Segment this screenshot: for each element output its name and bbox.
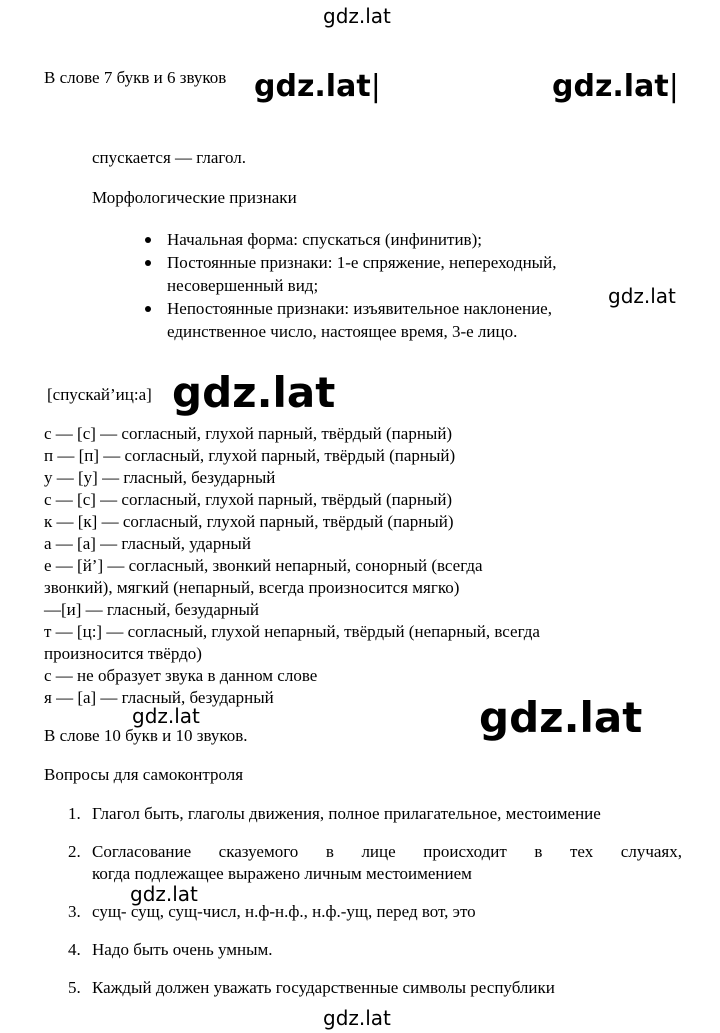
phonetic-line-1: с — [с] — согласный, глухой парный, твёрдый (парный) <box>44 424 453 443</box>
watermark-bottom: gdz.lat <box>323 1006 391 1030</box>
question-number-5: 5. <box>68 978 81 997</box>
letters-sounds-count-2: В слове 10 букв и 10 звуков. <box>44 726 248 745</box>
morph-item-3-line-1: Непостоянные признаки: изъявительное наклонение, <box>167 299 552 318</box>
phonetic-line-13: я — [а] — гласный, безударный <box>44 688 274 707</box>
phonetic-line-7: е — [й’] — согласный, звонкий непарный, сонорный (всегда <box>44 556 483 575</box>
watermark-small-mid: gdz.lat <box>132 704 200 728</box>
morph-heading: Морфологические признаки <box>92 188 297 207</box>
phonetic-line-3: у — [у] — гласный, безударный <box>44 468 276 487</box>
phonetic-line-2: п — [п] — согласный, глухой парный, твёрдый (парный) <box>44 446 456 465</box>
morph-item-2-line-1: Постоянные признаки: 1-е спряжение, непереходный, <box>167 253 557 272</box>
question-number-4: 4. <box>68 940 81 959</box>
bullet-2 <box>145 260 151 266</box>
question-3: сущ- сущ, сущ-числ, н.ф-н.ф., н.ф.-ущ, перед вот, это <box>92 902 476 921</box>
transcription: [спускай’иц:а] <box>47 385 152 404</box>
bullet-3 <box>145 306 151 312</box>
watermark-header-1 <box>254 69 381 104</box>
morph-item-3-line-2: единственное число, настоящее время, 3-е лицо. <box>167 322 518 341</box>
watermark-header-1-cursor: | <box>370 69 381 104</box>
phonetic-line-12: с — не образует звука в данном слове <box>44 666 318 685</box>
phonetic-line-8: звонкий), мягкий (непарный, всегда произносится мягко) <box>44 578 460 597</box>
phonetic-line-10: т — [ц:] — согласный, глухой непарный, твёрдый (непарный, всегда <box>44 622 540 641</box>
watermark-side: gdz.lat <box>608 284 676 308</box>
question-number-2: 2. <box>68 842 81 861</box>
question-5: Каждый должен уважать государственные символы республики <box>92 978 555 997</box>
phonetic-line-6: а — [а] — гласный, ударный <box>44 534 251 553</box>
phonetic-line-4: с — [с] — согласный, глухой парный, твёрдый (парный) <box>44 490 453 509</box>
phonetic-line-9: —[и] — гласный, безударный <box>44 600 259 619</box>
question-number-3: 3. <box>68 902 81 921</box>
question-4: Надо быть очень умным. <box>92 940 273 959</box>
phonetic-line-11: произносится твёрдо) <box>44 644 202 663</box>
watermark-transcription: gdz.lat <box>172 368 336 417</box>
watermark-header-1-text: gdz.lat <box>254 69 371 104</box>
watermark-top: gdz.lat <box>323 4 391 28</box>
watermark-small-low: gdz.lat <box>130 882 198 906</box>
morph-item-1: Начальная форма: спускаться (инфинитив); <box>167 230 482 249</box>
self-check-heading: Вопросы для самоконтроля <box>44 765 244 784</box>
part-of-speech: спускается — глагол. <box>92 148 246 167</box>
letters-sounds-count-1: В слове 7 букв и 6 звуков <box>44 68 227 87</box>
morph-item-2-line-2: несовершенный вид; <box>167 276 319 295</box>
phonetic-line-5: к — [к] — согласный, глухой парный, твёрдый (парный) <box>44 512 454 531</box>
watermark-header-2-cursor: | <box>668 69 679 104</box>
question-1: Глагол быть, глаголы движения, полное прилагательное, местоимение <box>92 804 601 823</box>
watermark-header-2-text: gdz.lat <box>552 69 669 104</box>
watermark-header-2 <box>552 69 679 104</box>
question-2-line-1: Согласование сказуемого в лице происходит в тех случаях, <box>92 842 682 861</box>
bullet-1 <box>145 237 151 243</box>
watermark-large-mid: gdz.lat <box>479 693 643 742</box>
question-number-1: 1. <box>68 804 81 823</box>
question-2-line-2: когда подлежащее выражено личным местоимением <box>92 864 472 883</box>
